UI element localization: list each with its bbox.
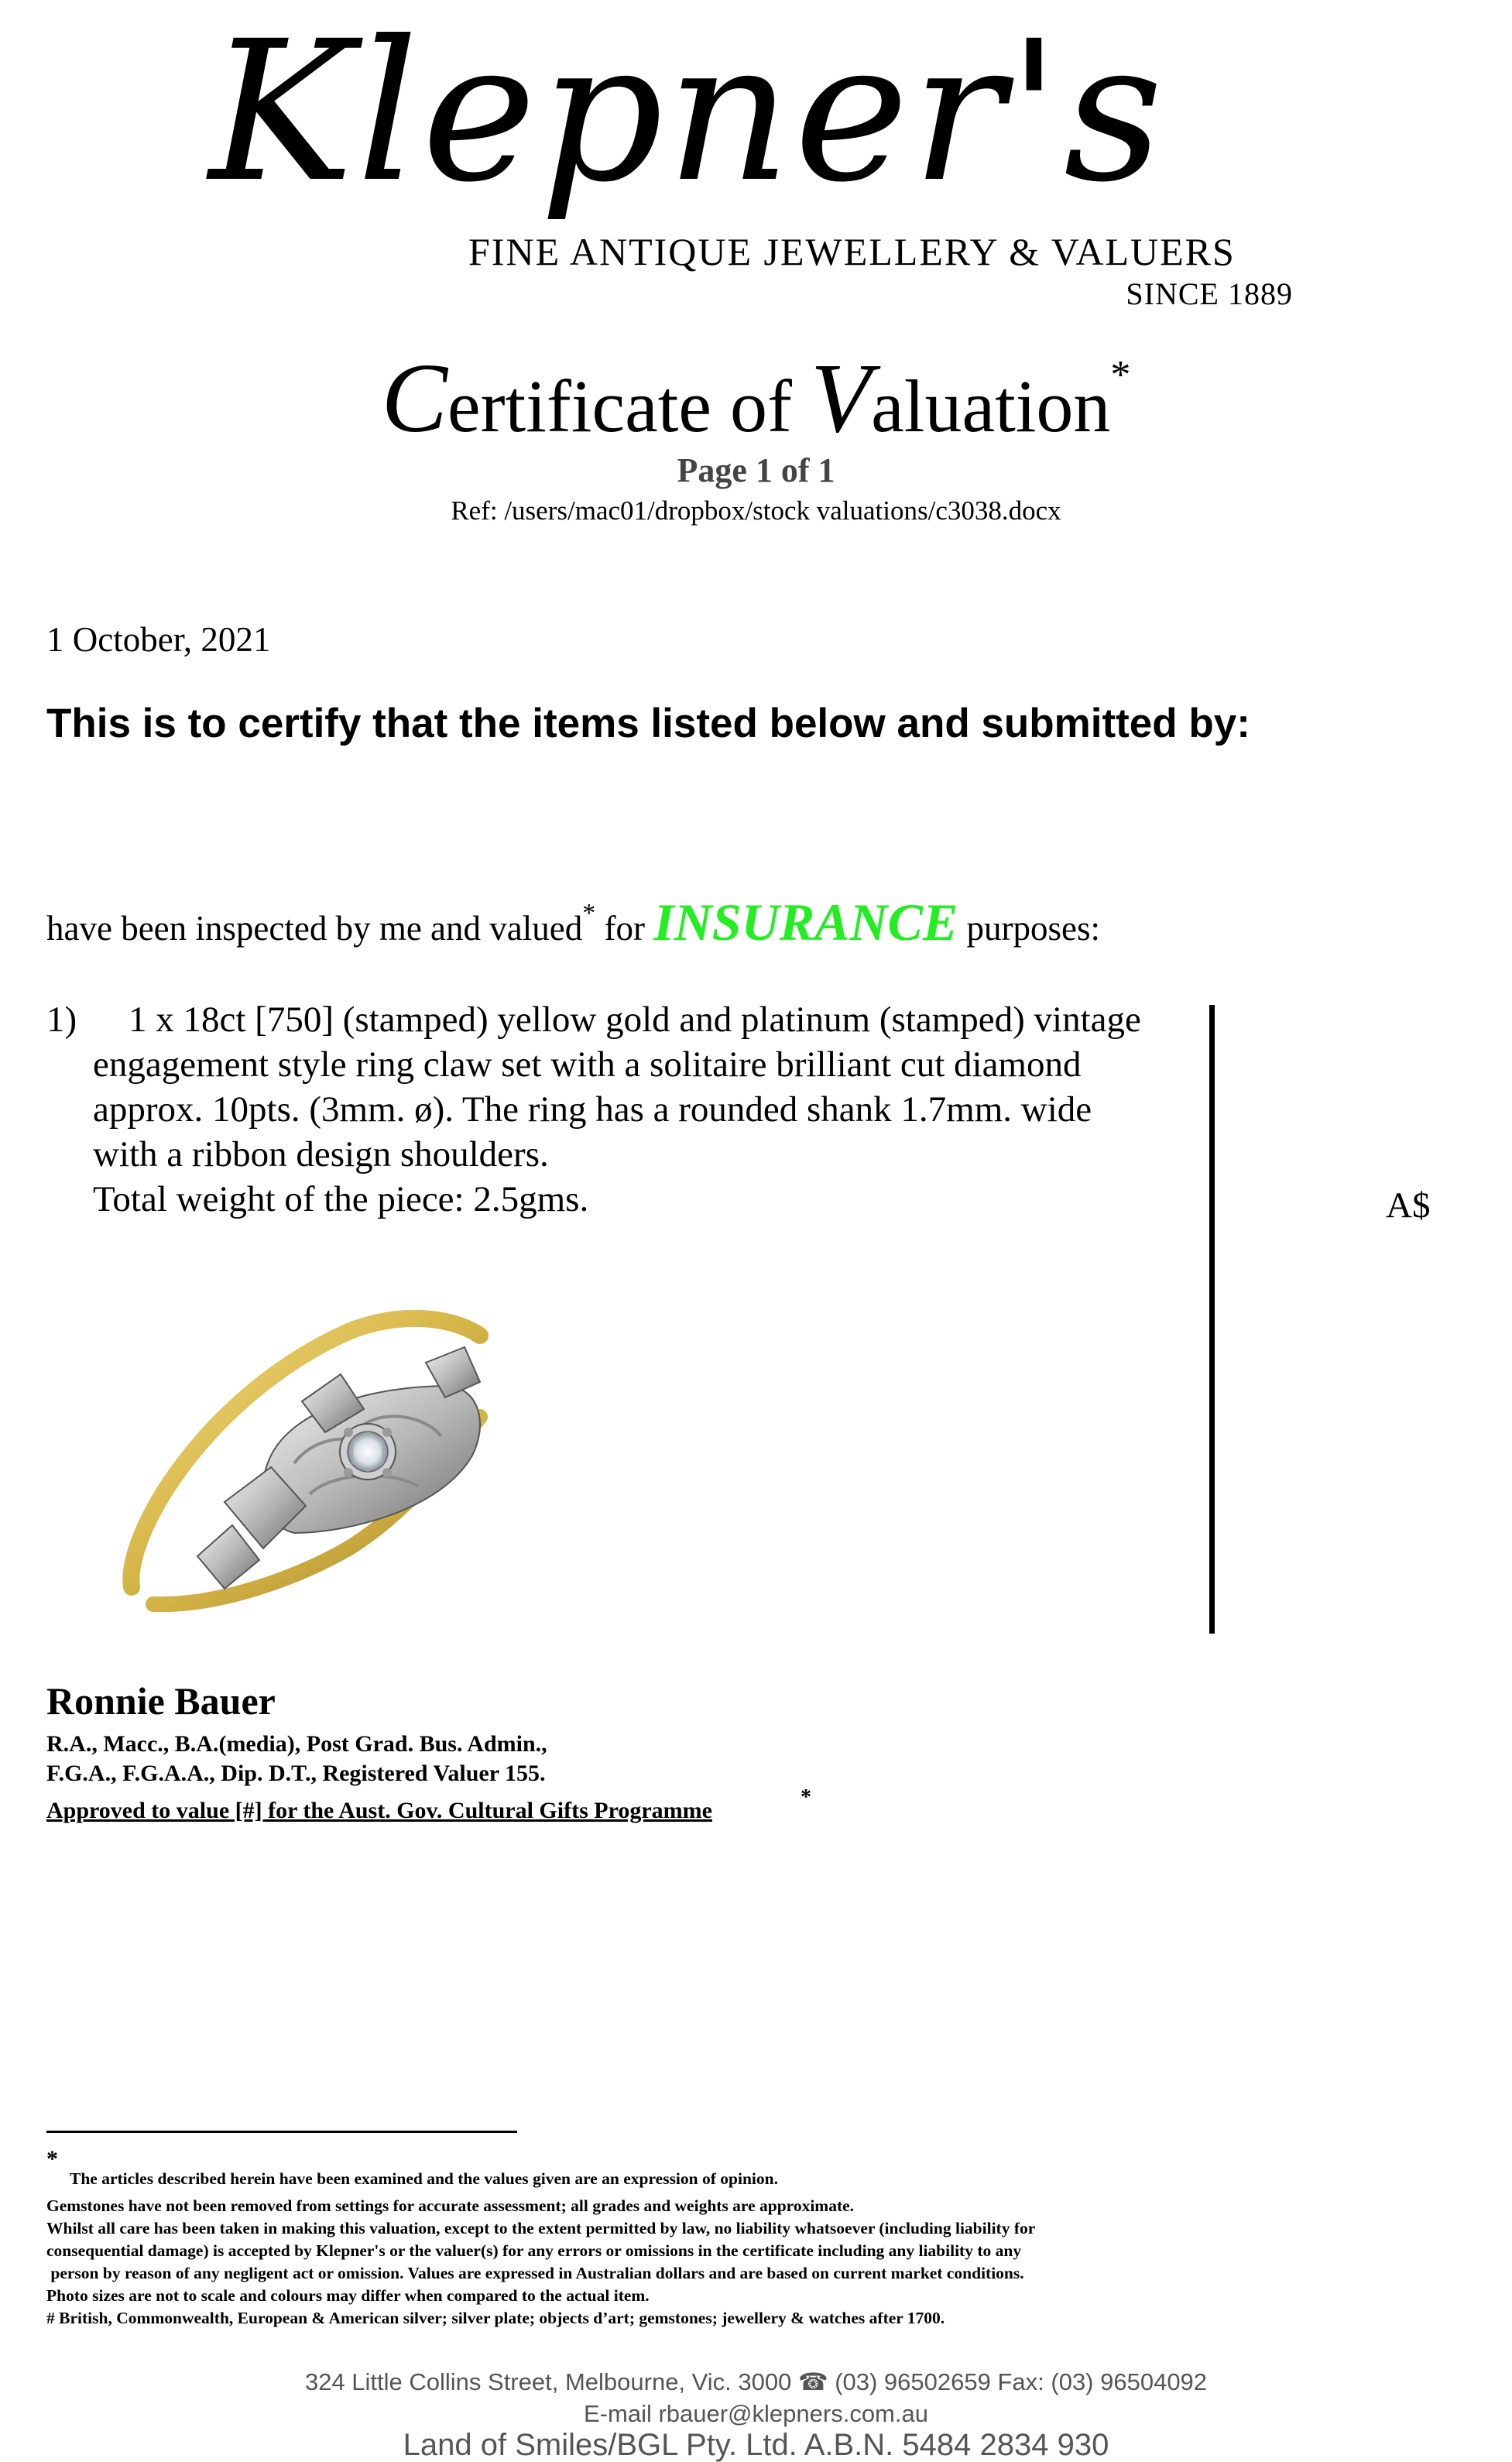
footnote-line: Gemstones have not been removed from settings for accurate assessment; all grades and weights are approximate. <box>46 2196 855 2215</box>
footnotes <box>46 2168 1254 2330</box>
valuation-purpose: INSURANCE <box>653 893 958 952</box>
file-reference: Ref: /users/mac01/dropbox/stock valuations/c3038.docx <box>451 495 1061 526</box>
footnote-line: Whilst all care has been taken in making this valuation, except to the extent permitted by law, no liability whatsoever (including liability for <box>46 2219 1036 2237</box>
footnote-marker: * <box>46 2146 58 2172</box>
approval-asterisk: * <box>801 1785 811 1809</box>
title-initial-c: C <box>381 343 447 453</box>
currency-label: A$ <box>1386 1185 1431 1226</box>
item-line: 1 x 18ct [750] (stamped) yellow gold and platinum (stamped) vintage <box>129 1000 1141 1040</box>
certify-heading: This is to certify that the items listed below and submitted by: <box>46 701 1250 746</box>
footer-company: Land of Smiles/BGL Pty. Ltd. A.B.N. 5484 2834 930 <box>403 2428 1109 2462</box>
valuer-name: Ronnie Bauer <box>46 1679 276 1723</box>
page-number: Page 1 of 1 <box>677 451 835 489</box>
logo-subtitle: FINE ANTIQUE JEWELLERY & VALUERS <box>468 230 1236 273</box>
item-line: approx. 10pts. (3mm. ø). The ring has a rounded shank 1.7mm. wide <box>93 1089 1092 1130</box>
approval-statement: Approved to value [#] for the Aust. Gov. Cultural Gifts Programme <box>46 1798 712 1823</box>
footnote-rule <box>46 2131 517 2133</box>
certificate-title <box>0 339 1512 458</box>
title-part-1: ertificate of <box>447 365 811 447</box>
footer-email: E-mail rbauer@klepners.com.au <box>584 2400 928 2427</box>
title-asterisk: * <box>1110 353 1131 397</box>
inspected-after: purposes: <box>958 909 1100 948</box>
valuer-qualifications: F.G.A., F.G.A.A., Dip. D.T., Registered Valuer 155. <box>46 1761 546 1786</box>
company-logo <box>209 0 1293 341</box>
footer-address: 324 Little Collins Street, Melbourne, Vic. 3000 ☎ (03) 96502659 Fax: (03) 96504092 <box>304 2368 1208 2395</box>
ring-photo <box>116 1301 550 1626</box>
logo-since: SINCE 1889 <box>1126 276 1293 311</box>
footnote-line: # British, Commonwealth, European & American silver; silver plate; objects d’art; gemstones; jewellery & watches after 1700. <box>46 2309 945 2327</box>
inspected-text: have been inspected by me and valued <box>46 909 583 948</box>
item-line: Total weight of the piece: 2.5gms. <box>93 1179 589 1219</box>
inspection-statement <box>46 892 1100 953</box>
valuer-qualifications: R.A., Macc., B.A.(media), Post Grad. Bus. Admin., <box>46 1731 547 1757</box>
footnote-line: person by reason of any negligent act or omission. Values are expressed in Australian dollars and are based on current market conditions. <box>46 2264 1024 2282</box>
item-line: with a ribbon design shoulders. <box>93 1134 549 1174</box>
document-date: 1 October, 2021 <box>46 620 271 659</box>
footnote-line: The articles described herein have been examined and the values given are an expression of opinion. <box>70 2169 778 2188</box>
item-number: 1) <box>46 1000 77 1040</box>
inspected-asterisk: * <box>582 899 596 928</box>
item-line: engagement style ring claw set with a solitaire brilliant cut diamond <box>93 1044 1082 1085</box>
title-part-2: aluation <box>871 365 1111 447</box>
logo-script-name: Klepner's <box>209 0 1167 225</box>
title-initial-v: V <box>810 343 872 453</box>
inspected-for: for <box>595 909 654 948</box>
footnote-line: Photo sizes are not to scale and colours may differ when compared to the actual item. <box>46 2286 650 2305</box>
column-divider <box>1209 1005 1215 1634</box>
footnote-line: consequential damage) is accepted by Klepner's or the valuer(s) for any errors or omissions in the certificate including any liability to any <box>46 2241 1022 2260</box>
